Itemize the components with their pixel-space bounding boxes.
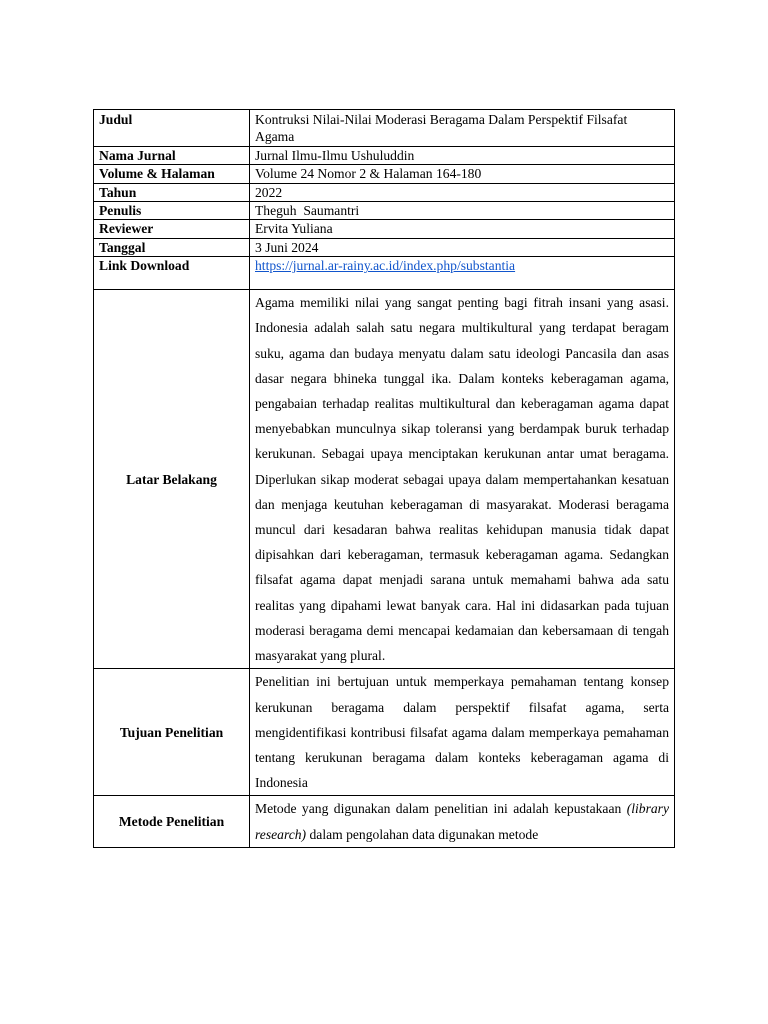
label-tanggal: Tanggal xyxy=(94,238,250,256)
label-metode-penelitian: Metode Penelitian xyxy=(94,796,250,847)
label-judul: Judul xyxy=(94,110,250,147)
label-link-download: Link Download xyxy=(94,257,250,290)
row-tujuan-penelitian xyxy=(94,669,675,796)
label-reviewer: Reviewer xyxy=(94,220,250,238)
value-reviewer: Ervita Yuliana xyxy=(250,220,675,238)
row-reviewer xyxy=(94,220,675,238)
row-nama-jurnal xyxy=(94,146,675,164)
row-tahun xyxy=(94,183,675,201)
text-tujuan-penelitian: Penelitian ini bertujuan untuk memperkaya pemahaman tentang konsep kerukunan beragama dalam perspektif filsafat agama, serta mengidentifikasi kontribusi filsafat agama dalam memperkaya pemahaman tentang kerukunan beragama dalam konteks keberagaman agama di Indonesia xyxy=(250,669,675,796)
review-document xyxy=(93,109,675,848)
value-volume: Volume 24 Nomor 2 & Halaman 164-180 xyxy=(250,165,675,183)
row-metode-penelitian xyxy=(94,796,675,847)
metode-text-italic: (library research) xyxy=(255,801,669,842)
label-latar-belakang: Latar Belakang xyxy=(94,290,250,669)
download-link[interactable]: https://jurnal.ar-rainy.ac.id/index.php/substantia xyxy=(255,258,516,274)
metode-text-before: Metode yang digunakan dalam penelitian ini adalah kepustakaan xyxy=(255,801,627,817)
value-judul: Kontruksi Nilai-Nilai Moderasi Beragama Dalam Perspektif Filsafat Agama xyxy=(250,110,675,147)
value-tanggal: 3 Juni 2024 xyxy=(250,238,675,256)
review-table xyxy=(93,109,675,848)
value-nama-jurnal: Jurnal Ilmu-Ilmu Ushuluddin xyxy=(250,146,675,164)
value-link-download-cell xyxy=(250,257,675,290)
value-penulis: Theguh Saumantri xyxy=(250,202,675,220)
metode-text-after: dalam pengolahan data digunakan metode xyxy=(306,826,539,842)
row-volume xyxy=(94,165,675,183)
text-metode-penelitian xyxy=(250,796,675,847)
row-penulis xyxy=(94,202,675,220)
label-tujuan-penelitian: Tujuan Penelitian xyxy=(94,669,250,796)
text-latar-belakang: Agama memiliki nilai yang sangat penting bagi fitrah insani yang asasi. Indonesia adalah salah satu negara multikultural yang terdapat beragam suku, agama dan budaya menyatu dalam satu ideologi Pancasila dan asas dasar negara bhineka tunggal ika. Dalam konteks keberagaman agama, pengabaian terhadap realitas multikultural dan keberagaman agama dapat menyebabkan munculnya sikap toleransi yang berdampak buruk terhadap kerukunan. Sebagai upaya menciptakan kerukunan antar umat beragama. Diperlukan sikap moderat sebagai upaya dalam mempertahankan kesatuan dan menjaga keutuhan keberagaman di masyarakat. Moderasi beragama muncul dari kesadaran bahwa realitas kehidupan manusia tidak dapat dipisahkan dari keberagaman, termasuk keberagaman agama. Sedangkan filsafat agama dapat menjadi sarana untuk memahami bahwa ada satu realitas yang dipahami lewat banyak cara. Hal ini didasarkan pada tujuan moderasi beragama demi mencapai kedamaian dan kebersamaan di tengah masyarakat yang plural. xyxy=(250,290,675,669)
row-link-download xyxy=(94,257,675,290)
label-penulis: Penulis xyxy=(94,202,250,220)
row-tanggal xyxy=(94,238,675,256)
label-tahun: Tahun xyxy=(94,183,250,201)
label-volume: Volume & Halaman xyxy=(94,165,250,183)
row-judul xyxy=(94,110,675,147)
label-nama-jurnal: Nama Jurnal xyxy=(94,146,250,164)
value-tahun: 2022 xyxy=(250,183,675,201)
row-latar-belakang xyxy=(94,290,675,669)
